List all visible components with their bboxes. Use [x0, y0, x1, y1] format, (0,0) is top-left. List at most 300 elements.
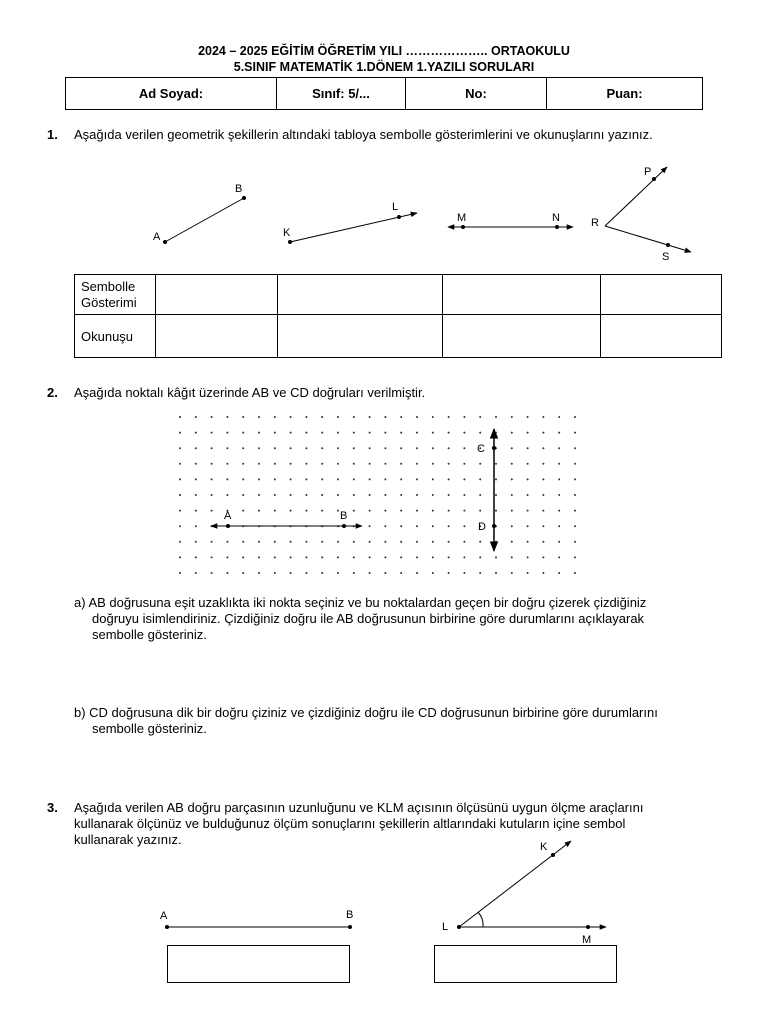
grid-dot — [321, 541, 323, 543]
dot-paper — [0, 405, 768, 583]
grid-dot — [432, 478, 434, 480]
grid-dot — [274, 478, 276, 480]
grid-dot — [369, 478, 371, 480]
grid-dot — [353, 432, 355, 434]
grid-dot — [274, 416, 276, 418]
grid-dot — [290, 478, 292, 480]
grid-dot — [479, 541, 481, 543]
grid-dot — [448, 416, 450, 418]
grid-dot — [574, 572, 576, 574]
grid-dot — [179, 572, 181, 574]
grid-dot — [463, 447, 465, 449]
grid-dot — [558, 541, 560, 543]
grid-dot — [337, 556, 339, 558]
grid-dot — [416, 525, 418, 527]
grid-dot — [290, 416, 292, 418]
q2-text: Aşağıda noktalı kâğıt üzerinde AB ve CD doğruları verilmiştir. — [74, 385, 426, 400]
grid-dot — [574, 447, 576, 449]
grid-dot — [274, 463, 276, 465]
label-b: B — [346, 909, 354, 921]
grid-dot — [195, 572, 197, 574]
grid-dot — [400, 463, 402, 465]
grid-dot — [511, 525, 513, 527]
q3-line1: Aşağıda verilen AB doğru parçasının uzunluğunu ve KLM açısının ölçüsünü uygun ölçme araçlarını — [74, 800, 644, 815]
q1-text: Aşağıda verilen geometrik şekillerin altındaki tabloya sembolle gösterimlerini ve okunuşlarını yazınız. — [74, 127, 653, 142]
grid-dot — [179, 525, 181, 527]
grid-dot — [463, 416, 465, 418]
grid-dot — [463, 463, 465, 465]
grid-dot — [211, 556, 213, 558]
grid-dot — [258, 556, 260, 558]
answer-cell[interactable] — [443, 275, 601, 315]
grid-dot — [495, 572, 497, 574]
class-field[interactable]: Sınıf: 5/... — [277, 78, 406, 110]
grid-dot — [574, 478, 576, 480]
grid-dot — [179, 416, 181, 418]
grid-dot — [384, 556, 386, 558]
label-a: A — [224, 510, 232, 522]
grid-dot — [226, 447, 228, 449]
label-m: M — [582, 934, 592, 945]
grid-dot — [179, 447, 181, 449]
grid-dot — [179, 541, 181, 543]
grid-dot — [258, 510, 260, 512]
grid-dot — [384, 572, 386, 574]
grid-dot — [558, 494, 560, 496]
grid-dot — [369, 572, 371, 574]
grid-dot — [527, 510, 529, 512]
dot-grid — [179, 416, 576, 574]
grid-dot — [369, 432, 371, 434]
grid-dot — [527, 463, 529, 465]
grid-dot — [226, 432, 228, 434]
row-label-symbol: Sembolle Gösterimi — [75, 275, 156, 315]
grid-dot — [337, 478, 339, 480]
grid-dot — [290, 510, 292, 512]
grid-dot — [479, 556, 481, 558]
grid-dot — [353, 447, 355, 449]
grid-dot — [463, 510, 465, 512]
grid-dot — [400, 416, 402, 418]
grid-dot — [448, 525, 450, 527]
name-field[interactable]: Ad Soyad: — [66, 78, 277, 110]
q2b-line2: sembolle gösteriniz. — [92, 721, 207, 736]
grid-dot — [495, 494, 497, 496]
grid-dot — [432, 494, 434, 496]
grid-dot — [305, 432, 307, 434]
grid-dot — [448, 541, 450, 543]
grid-dot — [574, 416, 576, 418]
grid-dot — [258, 416, 260, 418]
grid-dot — [495, 432, 497, 434]
grid-dot — [384, 463, 386, 465]
grid-dot — [274, 556, 276, 558]
grid-dot — [448, 432, 450, 434]
q1-figures — [0, 155, 768, 270]
grid-dot — [542, 556, 544, 558]
answer-cell[interactable] — [601, 315, 722, 358]
grid-dot — [321, 447, 323, 449]
grid-dot — [574, 494, 576, 496]
q2a-line3: sembolle gösteriniz. — [92, 627, 207, 642]
grid-dot — [511, 556, 513, 558]
grid-dot — [305, 447, 307, 449]
answer-cell[interactable] — [278, 275, 443, 315]
line-mn — [448, 212, 573, 229]
grid-dot — [353, 572, 355, 574]
grid-dot — [463, 494, 465, 496]
grid-dot — [274, 447, 276, 449]
ray-kl — [283, 201, 417, 244]
segment-ab — [160, 909, 353, 929]
q2b-line1: b) CD doğrusuna dik bir doğru çiziniz ve çizdiğiniz doğru ile CD doğrusunun birbirine göre durumlarını — [74, 705, 658, 720]
label-a: A — [160, 910, 168, 922]
grid-dot — [542, 572, 544, 574]
grid-dot — [495, 541, 497, 543]
grid-dot — [274, 494, 276, 496]
q1-answer-table — [74, 274, 722, 358]
grid-dot — [527, 478, 529, 480]
row-label-reading: Okunuşu — [75, 315, 156, 358]
q3-number: 3. — [47, 800, 58, 815]
grid-dot — [416, 572, 418, 574]
grid-dot — [290, 463, 292, 465]
grid-dot — [463, 432, 465, 434]
angle-measure-answer-box[interactable] — [434, 945, 617, 983]
angle-klm — [442, 841, 606, 945]
q2a-line1: a) AB doğrusuna eşit uzaklıkta iki nokta seçiniz ve bu noktalardan geçen bir doğru çizerek çizdiğiniz — [74, 595, 647, 610]
grid-dot — [242, 478, 244, 480]
grid-dot — [369, 525, 371, 527]
grid-dot — [242, 556, 244, 558]
grid-dot — [353, 478, 355, 480]
grid-dot — [195, 432, 197, 434]
grid-dot — [511, 478, 513, 480]
grid-dot — [384, 510, 386, 512]
grid-dot — [179, 478, 181, 480]
grid-dot — [511, 541, 513, 543]
grid-dot — [463, 525, 465, 527]
grid-dot — [400, 510, 402, 512]
grid-dot — [479, 432, 481, 434]
grid-dot — [400, 432, 402, 434]
grid-dot — [574, 510, 576, 512]
grid-dot — [305, 572, 307, 574]
grid-dot — [369, 510, 371, 512]
grid-dot — [574, 432, 576, 434]
grid-dot — [416, 447, 418, 449]
segment-length-answer-box[interactable] — [167, 945, 350, 983]
grid-dot — [384, 494, 386, 496]
grid-dot — [305, 463, 307, 465]
grid-dot — [479, 416, 481, 418]
grid-dot — [369, 541, 371, 543]
label-k: K — [540, 841, 548, 853]
grid-dot — [463, 541, 465, 543]
grid-dot — [226, 478, 228, 480]
grid-dot — [384, 478, 386, 480]
label-l: L — [392, 201, 399, 213]
grid-dot — [211, 572, 213, 574]
grid-dot — [448, 447, 450, 449]
grid-dot — [432, 525, 434, 527]
grid-dot — [305, 510, 307, 512]
grid-dot — [463, 556, 465, 558]
grid-dot — [369, 463, 371, 465]
grid-dot — [542, 463, 544, 465]
grid-dot — [448, 556, 450, 558]
exam-subtitle: 5.SINIF MATEMATİK 1.DÖNEM 1.YAZILI SORULARI — [233, 60, 535, 74]
grid-dot — [542, 432, 544, 434]
grid-dot — [211, 478, 213, 480]
grid-dot — [495, 416, 497, 418]
grid-dot — [527, 541, 529, 543]
grid-dot — [353, 556, 355, 558]
grid-dot — [195, 556, 197, 558]
grid-dot — [369, 494, 371, 496]
grid-dot — [495, 510, 497, 512]
grid-dot — [479, 510, 481, 512]
grid-dot — [195, 525, 197, 527]
grid-dot — [242, 432, 244, 434]
q3-line3: kullanarak yazınız. — [74, 832, 182, 847]
grid-dot — [416, 494, 418, 496]
grid-dot — [179, 463, 181, 465]
grid-dot — [400, 525, 402, 527]
grid-dot — [558, 463, 560, 465]
grid-dot — [211, 494, 213, 496]
grid-dot — [479, 494, 481, 496]
grid-dot — [226, 556, 228, 558]
grid-dot — [542, 525, 544, 527]
grid-dot — [321, 432, 323, 434]
grid-dot — [258, 432, 260, 434]
grid-dot — [448, 510, 450, 512]
grid-dot — [400, 447, 402, 449]
label-l: L — [442, 921, 449, 933]
answer-cell[interactable] — [156, 275, 278, 315]
grid-dot — [226, 541, 228, 543]
grid-dot — [511, 447, 513, 449]
grid-dot — [495, 478, 497, 480]
grid-dot — [179, 432, 181, 434]
grid-dot — [400, 541, 402, 543]
grid-dot — [416, 416, 418, 418]
grid-dot — [574, 556, 576, 558]
grid-dot — [558, 556, 560, 558]
q1-number: 1. — [47, 127, 58, 142]
q3-line2: kullanarak ölçünüz ve bulduğunuz ölçüm sonuçlarını şekillerin altlarındaki kutuların içine sembol — [74, 816, 626, 831]
grid-dot — [479, 478, 481, 480]
grid-dot — [432, 416, 434, 418]
grid-dot — [384, 541, 386, 543]
grid-dot — [558, 572, 560, 574]
grid-dot — [416, 432, 418, 434]
grid-dot — [195, 463, 197, 465]
grid-dot — [290, 556, 292, 558]
grid-dot — [574, 463, 576, 465]
grid-dot — [258, 478, 260, 480]
grid-dot — [258, 494, 260, 496]
grid-dot — [558, 525, 560, 527]
grid-dot — [258, 541, 260, 543]
grid-dot — [242, 447, 244, 449]
grid-dot — [432, 556, 434, 558]
grid-dot — [179, 510, 181, 512]
q2a-line2: doğruyu isimlendiriniz. Çizdiğiniz doğru ile AB doğrusunun birbirine göre durumlarını açıklayarak — [92, 611, 645, 626]
score-field[interactable]: Puan: — [547, 78, 703, 110]
grid-dot — [290, 432, 292, 434]
label-s: S — [662, 251, 670, 263]
grid-dot — [463, 478, 465, 480]
grid-dot — [432, 447, 434, 449]
label-b: B — [340, 510, 348, 522]
grid-dot — [274, 541, 276, 543]
grid-dot — [258, 463, 260, 465]
grid-dot — [321, 463, 323, 465]
grid-dot — [353, 494, 355, 496]
grid-dot — [290, 572, 292, 574]
grid-dot — [337, 510, 339, 512]
grid-dot — [479, 572, 481, 574]
grid-dot — [226, 572, 228, 574]
exam-title: 2024 – 2025 EĞİTİM ÖĞRETİM YILI ……………….. ORTAOKULU — [198, 44, 570, 58]
grid-dot — [321, 478, 323, 480]
number-field[interactable]: No: — [406, 78, 547, 110]
grid-dot — [384, 416, 386, 418]
grid-dot — [511, 572, 513, 574]
grid-dot — [369, 447, 371, 449]
grid-dot — [416, 541, 418, 543]
grid-dot — [416, 478, 418, 480]
grid-dot — [195, 478, 197, 480]
grid-dot — [369, 556, 371, 558]
answer-cell[interactable] — [443, 315, 601, 358]
grid-dot — [432, 432, 434, 434]
grid-dot — [337, 494, 339, 496]
grid-dot — [226, 416, 228, 418]
grid-dot — [527, 494, 529, 496]
label-b: B — [235, 183, 243, 195]
grid-dot — [242, 416, 244, 418]
grid-dot — [305, 478, 307, 480]
label-d: D — [478, 521, 486, 533]
grid-dot — [558, 510, 560, 512]
grid-dot — [369, 416, 371, 418]
grid-dot — [542, 510, 544, 512]
grid-dot — [384, 525, 386, 527]
grid-dot — [274, 432, 276, 434]
grid-dot — [527, 572, 529, 574]
grid-dot — [337, 463, 339, 465]
grid-dot — [195, 416, 197, 418]
label-a: A — [153, 231, 161, 243]
grid-dot — [211, 463, 213, 465]
grid-dot — [400, 494, 402, 496]
grid-dot — [211, 432, 213, 434]
grid-dot — [179, 494, 181, 496]
q2-number: 2. — [47, 385, 58, 400]
grid-dot — [195, 510, 197, 512]
grid-dot — [179, 556, 181, 558]
grid-dot — [305, 416, 307, 418]
q3-figures — [0, 835, 768, 945]
grid-dot — [448, 494, 450, 496]
grid-dot — [432, 463, 434, 465]
grid-dot — [432, 541, 434, 543]
grid-dot — [416, 510, 418, 512]
grid-dot — [258, 447, 260, 449]
grid-dot — [511, 432, 513, 434]
answer-cell[interactable] — [601, 275, 722, 315]
label-c: C — [477, 443, 485, 455]
grid-dot — [305, 494, 307, 496]
grid-dot — [211, 416, 213, 418]
grid-dot — [448, 478, 450, 480]
answer-cell[interactable] — [278, 315, 443, 358]
label-n: N — [552, 212, 560, 224]
grid-dot — [574, 525, 576, 527]
grid-dot — [242, 510, 244, 512]
angle-prs — [591, 166, 691, 263]
grid-dot — [353, 541, 355, 543]
grid-dot — [511, 510, 513, 512]
grid-dot — [558, 416, 560, 418]
label-m: M — [457, 212, 467, 224]
grid-dot — [305, 541, 307, 543]
grid-dot — [432, 510, 434, 512]
grid-dot — [211, 541, 213, 543]
grid-dot — [527, 447, 529, 449]
grid-dot — [353, 463, 355, 465]
grid-dot — [558, 478, 560, 480]
grid-dot — [527, 432, 529, 434]
grid-dot — [321, 416, 323, 418]
grid-dot — [400, 478, 402, 480]
grid-dot — [226, 494, 228, 496]
grid-dot — [479, 463, 481, 465]
student-info-table — [65, 77, 703, 110]
grid-dot — [211, 447, 213, 449]
grid-dot — [290, 494, 292, 496]
grid-dot — [542, 478, 544, 480]
grid-dot — [511, 463, 513, 465]
grid-dot — [242, 572, 244, 574]
grid-dot — [400, 572, 402, 574]
grid-dot — [384, 447, 386, 449]
grid-dot — [384, 432, 386, 434]
grid-dot — [416, 463, 418, 465]
grid-dot — [242, 463, 244, 465]
grid-dot — [495, 463, 497, 465]
grid-dot — [527, 525, 529, 527]
grid-dot — [574, 541, 576, 543]
answer-cell[interactable] — [156, 315, 278, 358]
grid-dot — [558, 432, 560, 434]
grid-dot — [195, 541, 197, 543]
grid-dot — [448, 572, 450, 574]
grid-dot — [290, 447, 292, 449]
grid-dot — [353, 416, 355, 418]
grid-dot — [226, 463, 228, 465]
segment-ab — [153, 183, 246, 244]
grid-dot — [258, 572, 260, 574]
grid-dot — [195, 447, 197, 449]
grid-dot — [400, 556, 402, 558]
grid-dot — [321, 510, 323, 512]
grid-dot — [290, 541, 292, 543]
label-r: R — [591, 217, 599, 229]
